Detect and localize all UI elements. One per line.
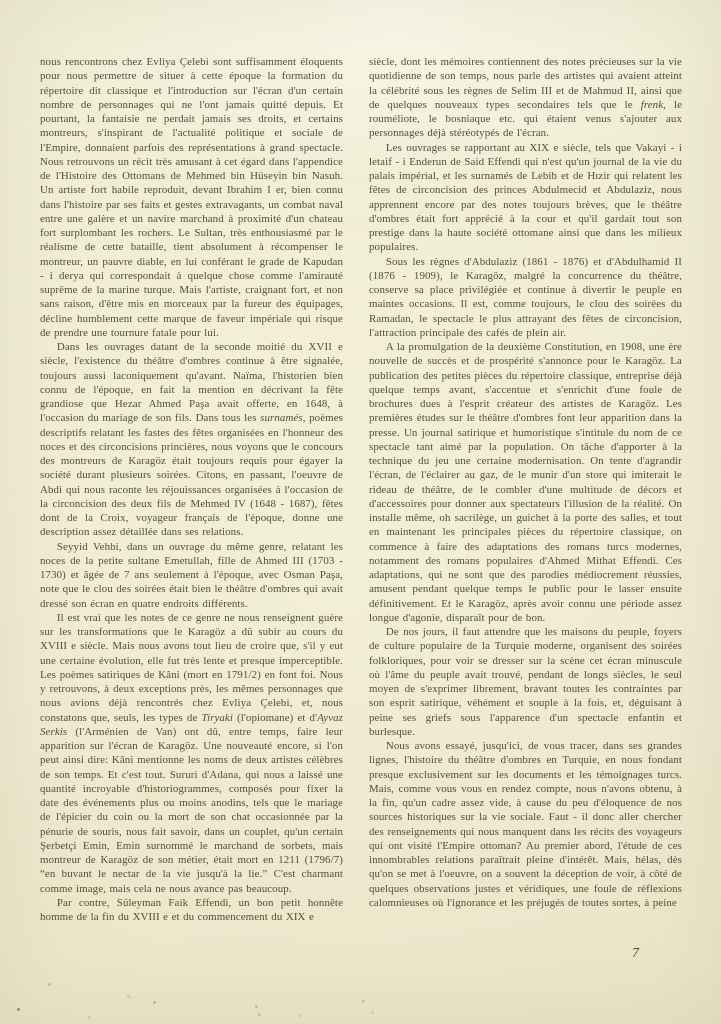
paragraph: Sous les règnes d'Abdulaziz (1861 - 1876) et d'Abdulhamid II (1876 - 1909), le Karagöz, malgré la concurrence du théâtre, conserve sa place privilégiée et continue à divertir le peuple en maintes occasions. Il est, comme toujours, le clou des soirées du Ramadan, le spectacle le plus attrayant des fêtes de circoncision, l'attraction principale des cafés de plein air. (369, 255, 682, 339)
left-column (40, 55, 343, 924)
paragraph: nous rencontrons chez Evliya Çelebi sont suffisamment éloquents pour nous permettre de situer à cette époque la formation du répertoire dit classique et l'introduction sur l'écran d'un certain nombre de personnages qui ne l'ont jamais quitté depuis. Et pourtant, la fantaisie ne perdait jamais ses droits, et certains montreurs, s'inspirant de l'actualité politique et sociale de l'Empire, donnaient parfois des représentations à grand spectacle. Nous retrouvons un récit très amusant à cet égard dans l'appendice de l'Histoire des Ottomans de Mehmed bin Hüseyin bin Nasuh. Un artiste fort habile reproduit, devant Ibrahim I er, bien connu dans l'histoire par ses faits et gestes extravagants, un combat naval entre une galère et un navire marchand à proximité d'un chateau fort surplombant les rochers. Le Sultan, très enthousiasmé par le réalisme de cette bataille, tient absolument à récompenser le montreur, un pauvre diable, en lui conférant le grade de Kapudan - i derya qui correspondait à quelque chose comme l'amirauté suprême de la marine turque. Mais l'artiste, craignant fort, et non sans raison, d'être mis en morceaux par la fureur des équipages, décline humblement cette marque de faveur impériale qui risque de prendre une tournure fatale pour lui. (40, 56, 344, 339)
right-column (369, 55, 682, 924)
paragraph: Les ouvrages se rapportant au XIX e siècle, tels que Vakayi - i letaif - i Enderun de Said Effendi qui n'est qu'un journal de la vie du palais impérial, et les surnamés de Lebib et de Hızir qui relatent les fêtes de circoncision des princes Abdulmecid et Abdulaziz, nous apprennent encore par des notes toujours brèves, que le théâtre d'ombres était fort apprécié à la cour et qu'il gardait tout son prestige dans la haute société ottomane ainsi que dans les milieux populaires. (369, 141, 682, 254)
paragraph: Par contre, Süleyman Faik Effendi, un bon petit honnête homme de la fin du XVIII e et du commencement du XIX e (40, 896, 343, 923)
paragraph: Nous avons essayé, jusqu'ici, de vous tracer, dans ses grandes lignes, l'histoire du théâtre d'ombres en Turquie, en nous fondant presque exclusivement sur les documents et les témoignages turcs. Mais, comme vous vous en rendez compte, nous n'avons obtenu, à la fin, qu'un cadre assez vide, à cause du peu d'éloquence de nos sources historiques sur la vie sociale. Faut - il donc aller chercher des renseignements qui nous manquent dans les récits des voyageurs qui ont visité l'Empire ottoman? Au premier abord, l'étude de ces innombrables relations paraîtrait pleine d'intérêt. Mais, hélas, dès qu'on se met à l'oeuvre, on a souvent la déception de voir, à côté de quelques observations justes et véridiques, une foule de réflexions calomnieuses où l'ignorance et les préjugés de toutes sortes, à peine (369, 740, 682, 909)
paragraph: Il est vrai que les notes de ce genre ne nous renseignent guère sur les transformations que le Karagöz a dû subir au cours du XVIII e siècle. Mais nous avons tout lieu de croire que, s'il y eut une certaine évolution, elle fut très lente et presque imperceptible. Les poèmes satiriques de Kâni (mort en 1791/2) en font foi. Nous y retrouvons, à deux exceptions près, les mêmes personnages que nous avions déjà rencontrés chez Evliya Çelebi, et, nous constatons que, seuls, les types de Tiryaki (l'opiomane) et d'Ayvaz Serkis (l'Arménien de Van) ont dû, entre temps, faire leur apparition sur l'écran de Karagöz. Une nouveauté encore, si l'on peut ainsi dire: Kâni mentionne les noms de deux artistes célèbres de son temps. Et c'est tout. Sururi d'Adana, qui nous a laissé une quantité incroyable d'historiogrammes, composés pour fixer la date des événements plus ou moins anodins, tels que le mariage de l'épicier du coin ou la mort de son chat occasionnée par la pénurie de souris, nous fait savoir, dans un couplet, qu'un certain Şerbetçi Emin, Emin surnommé le marchand de sorbets, mais montreur de Karagöz de son métier, était mort en 1211 (1796/7) “en buvant le nectar de la vie jusqu'à la lie.” C'est charmant comme image, mais cela ne nous avance pas beaucoup. (40, 611, 344, 895)
paragraph: Seyyid Vehbi, dans un ouvrage du même genre, relatant les noces de la petite sultane Emetullah, fille de Ahmed III (1703 - 1730) et âgée de 7 ans seulement à l'époque, avec Osman Paşa, note que le clou des soirées était bien le théâtre d'ombres qui avait dressé son écran en quatre endroits différents. (40, 540, 343, 610)
paragraph: A la promulgation de la deuxième Constitution, en 1908, une ère nouvelle de succès et de prospérité s'annonce pour le Karagöz. La publication des petites pièces du répertoire classique, entreprise déjà quelque temps avant, s'accentue et s'enrichit d'une foule de brochures dues à l'esprit créateur des artistes de Karagöz. Les premières études sur le théâtre d'ombres font leur apparition dans la presse. Un journal satirique et humoristique s'intitule du nom de ce spectacle tant aimé par la population. On tâche d'apporter à la technique du jeu une certaine modernisation. On tente d'agrandir l'écran, de l'éclairer au gaz, de le munir d'un store qui imiterait le rideau de théâtre, de le combler d'une multitude de décors et d'accessoires pour donner aux spectateurs l'illusion de la réalité. On installe même, oh sacrilège, un guichet à la porte des salles, et tout en maintenant les principales pièces du répertoire classique, on commence à faire des adaptations des romans turcs modernes, notamment des romans populaires d'Ahmed Mithat Effendi. Ces adaptations, qui ne sont que des parodies médiocrement réussies, amusent pendant quelque temps le public pour le lasser ensuite définitivement. Et le Karagöz, après avoir connu une période assez longue d'agonie, disparaît pour de bon. (369, 341, 682, 624)
paragraph: De nos jours, il faut attendre que les maisons du peuple, foyers de culture populaire de la Turquie moderne, organisent des soirées folkloriques, pour voir se dresser sur la scène cet écran minuscule où l'âme du peuple avait trouvé, pendant de longs siècles, le seul moyen de s'exprimer librement, bravant toutes les contraintes par son esprit satirique, véhément et souple à la fois, et, déguisant à peine ses griefs sous l'apparence d'un spectacle enfantin et burlesque. (369, 626, 682, 738)
paper-foxing-specks (0, 0, 3, 3)
paragraph: siècle, dont les mémoires contiennent des notes précieuses sur la vie quotidienne de son temps, nous parle des artistes qui avaient atteint la célébrité sous les règnes de Selim III et de Mahmud II, ainsi que de quelques nouveaux types secondaires tels que le frenk, le rouméliote, le bosniaque etc. qui étaient venus s'ajouter aux personnages déjà stéréotypés de l'écran. (369, 56, 682, 140)
paragraph: Dans les ouvrages datant de la seconde moitié du XVII e siècle, l'existence du théâtre d'ombres continue à être signalée, toujours aussi laconiquement qu'avant. Naïma, l'historien bien connu de l'époque, en fait la mention en décrivant la fête grandiose que Hezar Ahmed Paşa avait offerte, en 1648, à l'occasion du mariage de son fils. Dans tous les surnamés, poèmes descriptifs relatant les fastes des fêtes organisées en l'honneur des noces et des circoncisions princières, nous voyons que le concours des montreurs de Karagöz était toujours requis pour égayer la société durant plusieurs soirées. Citons, en passant, l'oeuvre de Abdi qui nous raconte les réjouissances organisées à l'occasion de la circoncision des deux fils de Mehmed IV (1648 - 1687), fêtes dont de la Croix, voyageur français de l'époque, donne une description assez détaillée dans ses relations. (40, 341, 343, 539)
text-columns (40, 55, 682, 924)
page-number: 7 (632, 946, 639, 961)
